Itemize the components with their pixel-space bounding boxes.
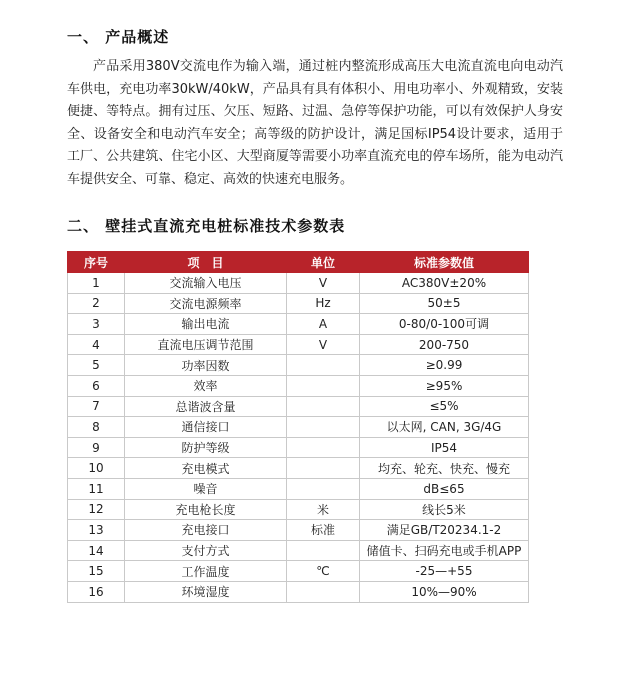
table-row: [68, 540, 529, 561]
cell-index: 4: [68, 334, 125, 355]
cell-item: 支付方式: [125, 540, 287, 561]
cell-value: ≥95%: [360, 375, 529, 396]
cell-index: 5: [68, 355, 125, 376]
cell-item: 输出电流: [125, 314, 287, 335]
table-row: [68, 478, 529, 499]
cell-unit: 标准: [287, 520, 360, 541]
cell-unit: ℃: [287, 561, 360, 582]
cell-item: 交流输入电压: [125, 273, 287, 294]
cell-unit: [287, 458, 360, 479]
cell-index: 1: [68, 273, 125, 294]
table-row: [68, 375, 529, 396]
table-row: [68, 355, 529, 376]
cell-value: ≥0.99: [360, 355, 529, 376]
cell-unit: A: [287, 314, 360, 335]
cell-item: 充电接口: [125, 520, 287, 541]
cell-value: 0-80/0-100可调: [360, 314, 529, 335]
cell-index: 11: [68, 478, 125, 499]
cell-unit: 米: [287, 499, 360, 520]
cell-index: 2: [68, 293, 125, 314]
cell-item: 环境湿度: [125, 581, 287, 602]
cell-value: AC380V±20%: [360, 273, 529, 294]
cell-unit: [287, 396, 360, 417]
table-row: [68, 417, 529, 438]
col-header-value: 标准参数值: [360, 252, 529, 273]
cell-unit: V: [287, 273, 360, 294]
cell-item: 功率因数: [125, 355, 287, 376]
table-row: [68, 581, 529, 602]
cell-unit: [287, 540, 360, 561]
cell-value: 50±5: [360, 293, 529, 314]
cell-value: 10%—90%: [360, 581, 529, 602]
table-row: [68, 520, 529, 541]
cell-value: 200-750: [360, 334, 529, 355]
cell-value: 均充、轮充、快充、慢充: [360, 458, 529, 479]
cell-value: 满足GB/T20234.1-2: [360, 520, 529, 541]
table-row: [68, 396, 529, 417]
cell-item: 直流电压调节范围: [125, 334, 287, 355]
table-row: [68, 314, 529, 335]
cell-unit: [287, 355, 360, 376]
cell-index: 12: [68, 499, 125, 520]
cell-unit: V: [287, 334, 360, 355]
table-row: [68, 293, 529, 314]
section-title-spec-table: 二、 壁挂式直流充电桩标准技术参数表: [67, 217, 346, 235]
product-overview-paragraph: 产品采用380V交流电作为输入端，通过桩内整流形成高压大电流直流电向电动汽车供电，充电功率30kW/40kW，产品具有具有体积小、用电功率小、外观精致，安装便捷、等特点。拥有过压、欠压、短路、过温、急停等保护功能，可以有效保护人身安全、设备安全和电动汽车安全；高等级的防护设计，满足国标IP54设计要求，适用于工厂、公共建筑、住宅小区、大型商厦等需要小功率直流充电的停车场所，能为电动汽车提供安全、可靠、稳定、高效的快速充电服务。: [67, 59, 563, 187]
cell-index: 9: [68, 437, 125, 458]
cell-unit: [287, 581, 360, 602]
cell-unit: [287, 437, 360, 458]
cell-item: 噪音: [125, 478, 287, 499]
header-row: [68, 252, 529, 273]
cell-item: 防护等级: [125, 437, 287, 458]
cell-value: 以太网, CAN, 3G/4G: [360, 417, 529, 438]
cell-index: 15: [68, 561, 125, 582]
cell-item: 交流电源频率: [125, 293, 287, 314]
cell-index: 16: [68, 581, 125, 602]
cell-unit: Hz: [287, 293, 360, 314]
table-row: [68, 437, 529, 458]
cell-item: 工作温度: [125, 561, 287, 582]
table-row: [68, 273, 529, 294]
table-row: [68, 334, 529, 355]
cell-value: -25—+55: [360, 561, 529, 582]
col-header-unit: 单位: [287, 252, 360, 273]
cell-index: 10: [68, 458, 125, 479]
section-title-overview: 一、 产品概述: [67, 28, 170, 46]
cell-value: 线长5米: [360, 499, 529, 520]
cell-index: 8: [68, 417, 125, 438]
cell-value: 储值卡、扫码充电或手机APP: [360, 540, 529, 561]
cell-value: dB≤65: [360, 478, 529, 499]
cell-item: 充电模式: [125, 458, 287, 479]
table-row: [68, 499, 529, 520]
spec-table-header: [68, 252, 529, 273]
table-row: [68, 561, 529, 582]
spec-table: [67, 251, 529, 603]
spec-table-body: [68, 273, 529, 603]
cell-value: IP54: [360, 437, 529, 458]
cell-unit: [287, 417, 360, 438]
cell-index: 7: [68, 396, 125, 417]
cell-item: 充电枪长度: [125, 499, 287, 520]
cell-index: 14: [68, 540, 125, 561]
cell-item: 通信接口: [125, 417, 287, 438]
cell-value: ≤5%: [360, 396, 529, 417]
table-row: [68, 458, 529, 479]
cell-index: 3: [68, 314, 125, 335]
cell-index: 13: [68, 520, 125, 541]
col-header-index: 序号: [68, 252, 125, 273]
cell-item: 总谐波含量: [125, 396, 287, 417]
cell-unit: [287, 478, 360, 499]
col-header-item: 项 目: [125, 252, 287, 273]
cell-item: 效率: [125, 375, 287, 396]
cell-index: 6: [68, 375, 125, 396]
cell-unit: [287, 375, 360, 396]
